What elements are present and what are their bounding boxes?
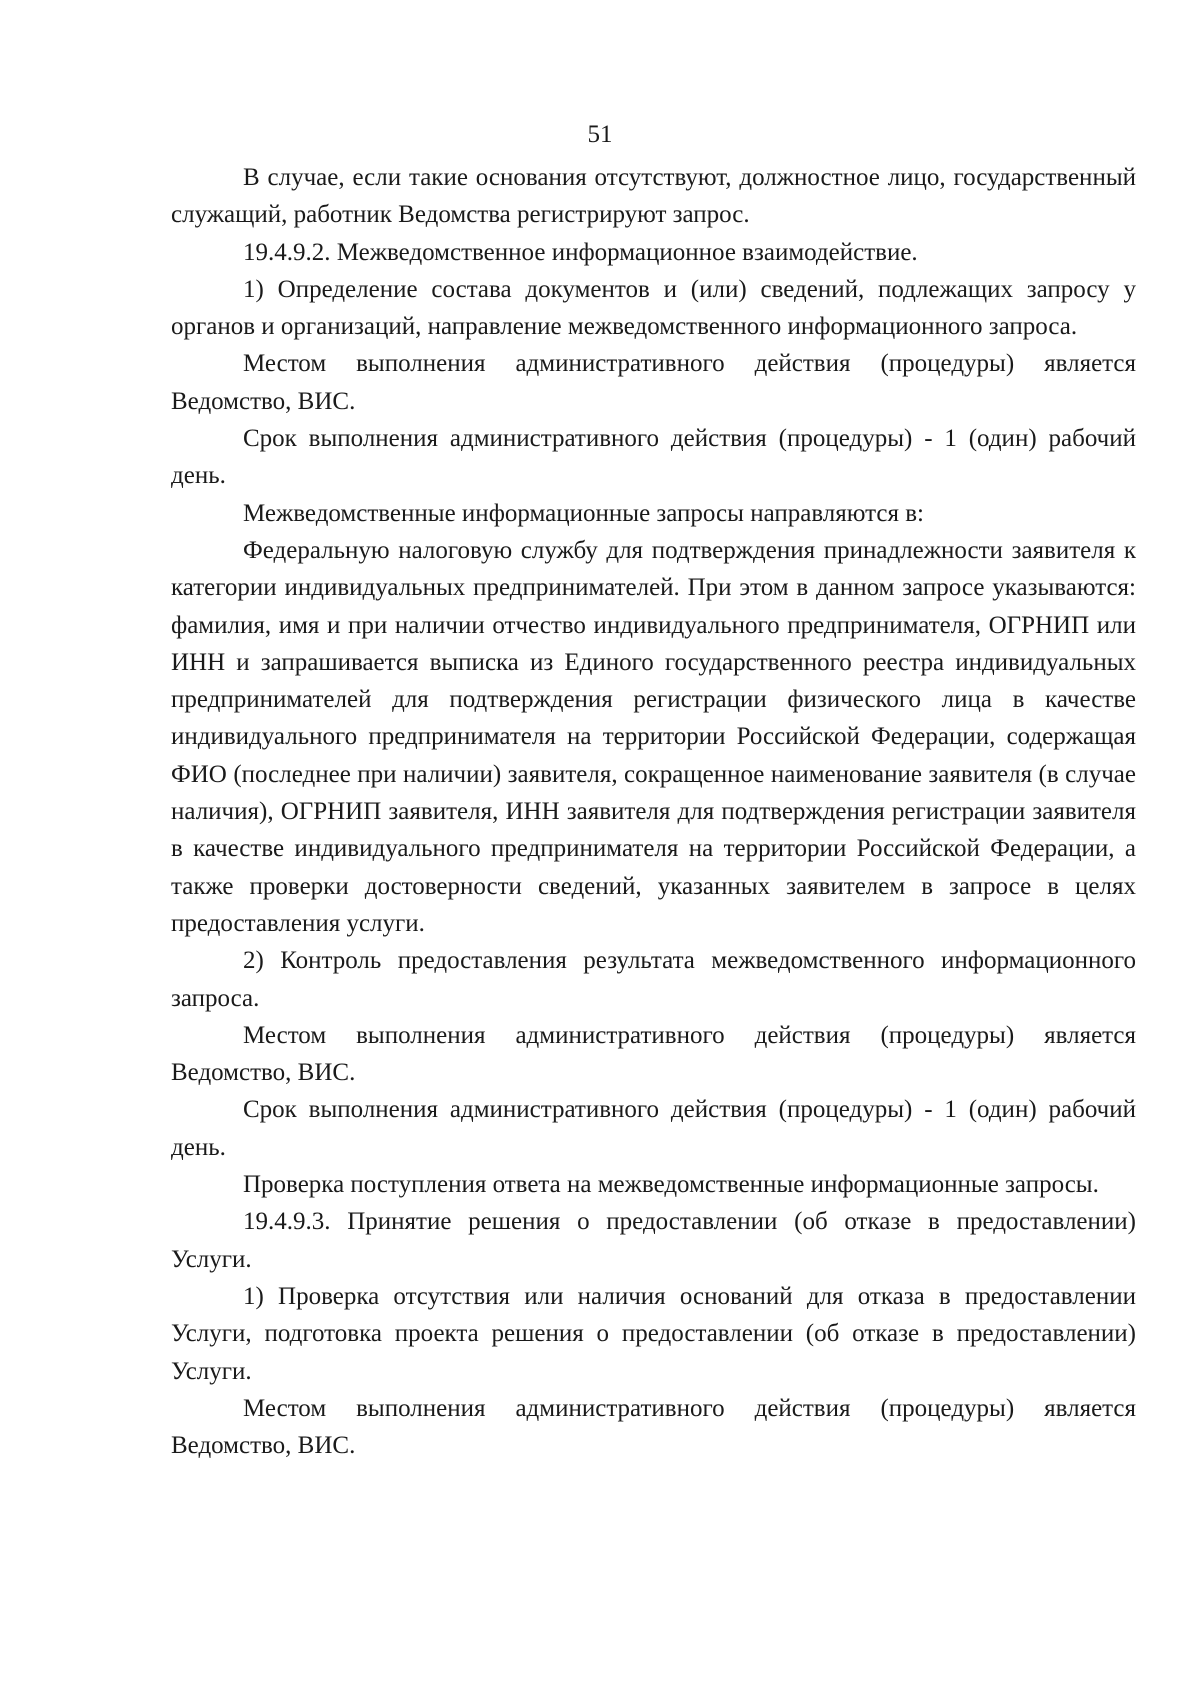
paragraph: 1) Определение состава документов и (или) сведений, подлежащих запросу у органов и организаций, направление межведомственного информационного запроса. xyxy=(171,275,1136,341)
paragraph: Федеральную налоговую службу для подтверждения принадлежности заявителя к категории индивидуальных предпринимателей. При этом в данном запросе указываются: фамилия, имя и при наличии отчество индивидуального предпринимателя, ОГРНИП или ИНН и запрашивается выписка из Единого государственного реестра индивидуальных предпринимателей для подтверждения регистрации физического лица в качестве индивидуального предпринимателя на территории Российской Федерации, содержащая ФИО (последнее при наличии) заявителя, сокращенное наименование заявителя (в случае наличия), ОГРНИП заявителя, ИНН заявителя для подтверждения регистрации заявителя в качестве индивидуального предпринимателя на территории Российской Федерации, а также проверки достоверности сведений, указанных заявителем в запросе в целях предоставления услуги. xyxy=(171,536,1136,937)
paragraph: Местом выполнения административного действия (процедуры) является Ведомство, ВИС. xyxy=(171,1394,1136,1460)
section-heading: 19.4.9.2. Межведомственное информационное взаимодействие. xyxy=(243,238,918,266)
paragraph: 1) Проверка отсутствия или наличия оснований для отказа в предоставлении Услуги, подготовка проекта решения о предоставлении (об отказе в предоставлении) Услуги. xyxy=(171,1282,1136,1385)
paragraph: Межведомственные информационные запросы направляются в: xyxy=(243,499,924,527)
paragraph: Срок выполнения административного действия (процедуры) - 1 (один) рабочий день. xyxy=(171,425,1136,490)
paragraph: В случае, если такие основания отсутствуют, должностное лицо, государственный служащий, работник Ведомства регистрируют запрос. xyxy=(171,164,1136,229)
paragraph: 2) Контроль предоставления результата межведомственного информационного запроса. xyxy=(171,947,1136,1012)
paragraph: Местом выполнения административного действия (процедуры) является Ведомство, ВИС. xyxy=(171,1021,1136,1087)
document-body xyxy=(171,159,1136,1464)
paragraph: Срок выполнения административного действия (процедуры) - 1 (один) рабочий день. xyxy=(171,1096,1136,1161)
section-heading: 19.4.9.3. Принятие решения о предоставлении (об отказе в предоставлении) Услуги. xyxy=(171,1208,1136,1273)
paragraph: Местом выполнения административного действия (процедуры) является Ведомство, ВИС. xyxy=(171,350,1136,415)
paragraph: Проверка поступления ответа на межведомственные информационные запросы. xyxy=(243,1171,1099,1199)
page-number: 51 xyxy=(587,121,613,148)
